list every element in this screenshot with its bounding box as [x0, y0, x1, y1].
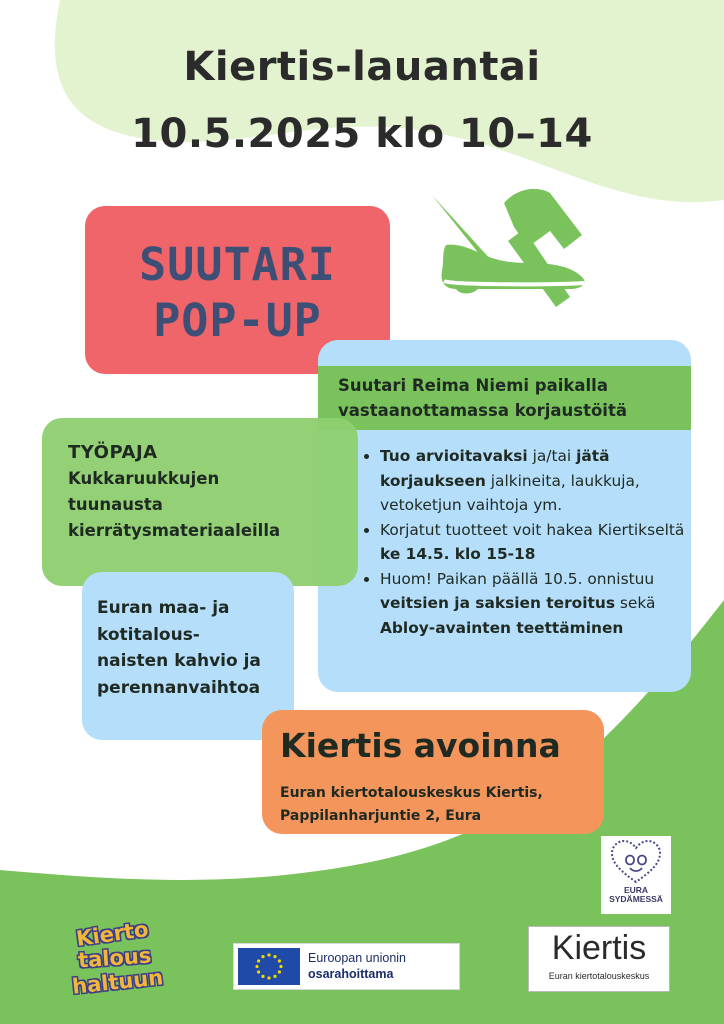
eu-funding-logo — [233, 943, 460, 990]
plain-text: ja/tai — [527, 447, 577, 465]
eura-logo-line2: SYDÄMESSÄ — [609, 894, 663, 904]
top-light-green-wave — [55, 0, 724, 202]
address-line: Pappilanharjuntie 2, Eura — [280, 808, 482, 824]
eu-flag-icon — [238, 948, 300, 985]
repair-list — [354, 444, 708, 640]
workshop-line: Kukkaruukkujen — [68, 469, 220, 488]
kiertis-logo — [528, 926, 670, 992]
cafe-line: perennanvaihtoa — [97, 677, 261, 698]
event-title: Kiertis-lauantai — [183, 44, 541, 90]
heart-icon — [608, 838, 664, 886]
shoe-hammer-icon — [432, 185, 604, 315]
eu-text-line2: osarahoittama — [308, 967, 394, 981]
plain-text: sekä — [615, 594, 656, 612]
kiertis-logo-subtitle: Euran kiertotalouskeskus — [548, 971, 650, 981]
list-item — [380, 444, 708, 518]
cafe-line: Euran maa- ja — [97, 598, 230, 618]
bold-text: Abloy-avainten teettäminen — [380, 618, 624, 637]
plain-text: Huom! Paikan päällä 10.5. onnistuu — [380, 569, 655, 588]
popup-title: POP-UP — [153, 294, 322, 347]
kiertotalous-haltuun-logo — [62, 908, 172, 1008]
repair-heading-line2: vastaanottamassa korjaustöitä — [338, 401, 627, 420]
plain-text: jalkineita, laukkuja, vetoketjun vaihtoja ym. — [380, 471, 640, 514]
plain-text: Korjatut tuotteet voit hakea Kiertikseltä — [380, 520, 685, 539]
kiertis-logo-name: Kiertis — [551, 929, 647, 967]
cafe-line: kotitalous- — [97, 624, 200, 645]
bold-text: ke 14.5. klo 15-18 — [380, 545, 536, 563]
list-item — [380, 567, 708, 641]
workshop-line: kierrätysmateriaaleilla — [68, 521, 281, 540]
bold-text: Tuo arvioitavaksi — [380, 447, 528, 465]
eu-text-line1: Euroopan unionin — [308, 951, 406, 965]
kt-logo-word1: Kierto — [74, 917, 150, 951]
suutari-title: SUUTARI — [139, 238, 336, 291]
kt-logo-word2: talous — [77, 943, 153, 973]
address-line: Euran kiertotalouskeskus Kiertis, — [280, 785, 543, 801]
eura-logo-line1: EURA — [623, 885, 649, 895]
cafe-text — [97, 595, 287, 701]
repair-heading — [318, 366, 691, 430]
list-item — [380, 518, 708, 567]
bold-text: veitsien ja saksien teroitus — [380, 594, 615, 612]
workshop-title: TYÖPAJA — [68, 442, 158, 463]
repair-heading-line1: Suutari Reima Niemi paikalla — [338, 376, 608, 395]
open-title: Kiertis avoinna — [280, 726, 561, 765]
event-date: 10.5.2025 klo 10–14 — [131, 111, 593, 157]
workshop-text — [68, 440, 348, 544]
eura-sydamessa-logo — [601, 836, 671, 914]
cafe-line: naisten kahvio ja — [97, 651, 261, 671]
open-address — [280, 782, 600, 828]
workshop-line: tuunausta — [68, 495, 163, 514]
kt-logo-word3: haltuun — [70, 965, 165, 999]
bold-text: jätä korjaukseen — [380, 447, 610, 490]
